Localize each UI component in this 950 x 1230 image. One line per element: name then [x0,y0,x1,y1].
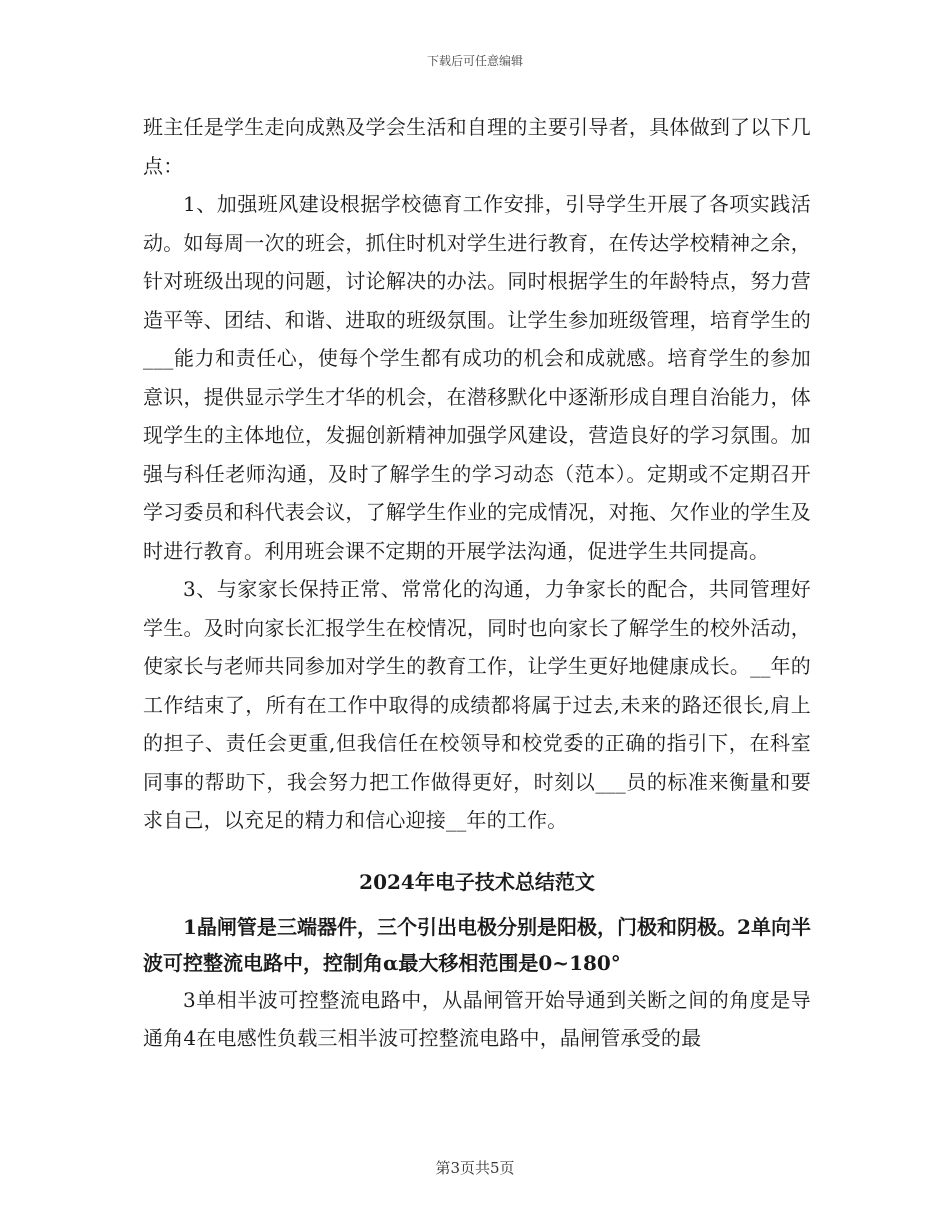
paragraph-bold-points: 1晶闸管是三端器件，三个引出电极分别是阳极，门极和阴极。2单向半波可控整流电路中，控制角α最大移相范围是0~180° [143,914,811,975]
page-number: 第3页共5页 [435,1159,515,1177]
paragraph-intro: 班主任是学生走向成熟及学会生活和自理的主要引导者，具体做到了以下几点： [143,115,811,178]
page-header-note: 下载后可任意编辑 [426,54,523,68]
paragraph-item-1: 1、加强班风建设根据学校德育工作安排，引导学生开展了各项实践活动。如每周一次的班会，抓住时机对学生进行教育，在传达学校精神之余，针对班级出现的问题，讨论解决的办法。同时根据学生的年龄特点，努力营造平等、团结、和谐、进取的班级氛围。让学生参加班级管理，培育学生的___能力和责任心，使每个学生都有成功的机会和成就感。培育学生的参加意识，提供显示学生才华的机会，在潜移默化中逐渐形成自理自治能力，体现学生的主体地位，发掘创新精神加强学风建设，营造良好的学习氛围。加强与科任老师沟通，及时了解学生的学习动态（范本）。定期或不定期召开学习委员和科代表会议，了解学生作业的完成情况，对拖、欠作业的学生及时进行教育。利用班会课不定期的开展学法沟通，促进学生共同提高。 [143,192,811,563]
paragraph-point-3: 3单相半波可控整流电路中，从晶闸管开始导通到关断之间的角度是导通角4在电感性负载三相半波可控整流电路中，晶闸管承受的最 [143,987,811,1050]
paragraph-item-3: 3、与家家长保持正常、常常化的沟通，力争家长的配合，共同管理好学生。及时向家长汇报学生在校情况，同时也向家长了解学生的校外活动，使家长与老师共同参加对学生的教育工作，让学生更好地健康成长。__年的工作结束了，所有在工作中取得的成绩都将属于过去,未来的路还很长,肩上的担子、责任会更重,但我信任在校领导和校党委的正确的指引下，在科室同事的帮助下，我会努力把工作做得更好，时刻以___员的标准来衡量和要求自己，以充足的精力和信心迎接__年的工作。 [143,577,811,832]
section-heading: 2024年电子技术总结范文 [359,869,595,894]
document-body [143,108,811,1058]
